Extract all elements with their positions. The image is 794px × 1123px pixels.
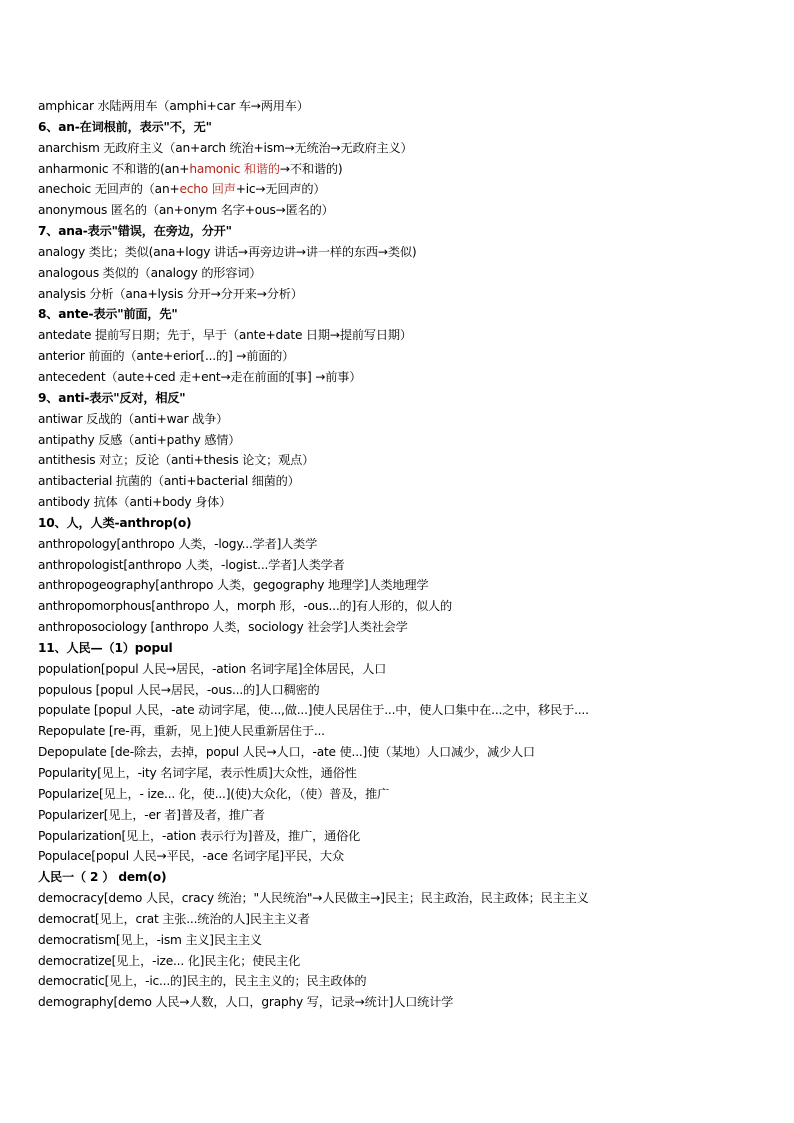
section-heading: 8、ante-表示"前面，先" xyxy=(38,307,178,322)
text-line xyxy=(38,159,778,180)
text-line: antecedent（aute+ced 走+ent→走在前面的[事] →前事） xyxy=(38,369,362,384)
text-line: anthropologist[anthropo 人类，-logist...学者]人类学者 xyxy=(38,557,345,572)
text-line: democratize[见上，-ize... 化]民主化；使民主化 xyxy=(38,953,301,968)
section-heading: 9、anti-表示"反对，相反" xyxy=(38,390,186,405)
text-line: analysis 分析（ana+lysis 分开→分开来→分析） xyxy=(38,286,303,301)
section-heading: 11、人民—（1）popul xyxy=(38,640,173,655)
text-line: Repopulate [re-再，重新，见上]使人民重新居住于... xyxy=(38,724,325,739)
text-line: antedate 提前写日期；先于，早于（ante+date 日期→提前写日期） xyxy=(38,328,412,343)
section-heading: 10、人，人类-anthrop(o) xyxy=(38,515,192,530)
text-segment: anharmonic 不和谐的(an+ xyxy=(38,161,190,176)
text-line: democracy[demo 人民，cracy 统治；"人民统治"→人民做主→]民主；民主政治，民主政体；民主主义 xyxy=(38,891,589,906)
text-line: populous [popul 人民→居民，-ous...的]人口稠密的 xyxy=(38,682,320,697)
text-segment: +ic→无回声的） xyxy=(235,182,326,197)
document-body xyxy=(38,96,778,1013)
text-line: populate [popul 人民，-ate 动词字尾，使...,做...]使人民居住于...中，使人口集中在...之中，移民于.... xyxy=(38,703,589,718)
text-line: Populace[popul 人民→平民，-ace 名词字尾]平民，大众 xyxy=(38,849,344,864)
text-line: antithesis 对立；反论（anti+thesis 论文；观点） xyxy=(38,453,315,468)
text-line: anthropomorphous[anthropo 人，morph 形，-ous...的]有人形的，似人的 xyxy=(38,599,452,614)
text-line: Popularize[见上，- ize... 化，使...](使)大众化，（使）普及，推广 xyxy=(38,786,390,801)
text-line: analogous 类似的（analogy 的形容词） xyxy=(38,265,262,280)
text-line: Popularization[见上，-ation 表示行为]普及，推广，通俗化 xyxy=(38,828,361,843)
text-line: anarchism 无政府主义（an+arch 统治+ism→无统治→无政府主义） xyxy=(38,140,413,155)
text-line: anthroposociology [anthropo 人类，sociology 社会学]人类社会学 xyxy=(38,620,408,635)
text-line: Popularity[见上，-ity 名词字尾，表示性质]大众性，通俗性 xyxy=(38,766,357,780)
text-line: Depopulate [de-除去，去掉，popul 人民→人口，-ate 使...]使（某地）人口减少，减少人口 xyxy=(38,745,535,760)
text-line: anthropogeography[anthropo 人类，gegography 地理学]人类地理学 xyxy=(38,578,429,593)
text-line: antipathy 反感（anti+pathy 感情） xyxy=(38,432,241,447)
text-line: Popularizer[见上，-er 者]普及者，推广者 xyxy=(38,807,265,822)
text-line xyxy=(38,179,778,200)
text-line: demography[demo 人民→人数，人口，graphy 写，记录→统计]人口统计学 xyxy=(38,995,454,1010)
text-line: antiwar 反战的（anti+war 战争） xyxy=(38,411,229,426)
text-line: democratism[见上，-ism 主义]民主主义 xyxy=(38,932,262,947)
section-heading: 人民一（ 2 ） dem(o) xyxy=(38,870,167,885)
text-line: antibody 抗体（anti+body 身体） xyxy=(38,495,232,510)
text-segment: →不和谐的) xyxy=(279,161,343,176)
text-line: anterior 前面的（ante+erior[...的] →前面的） xyxy=(38,349,295,364)
text-line: anthropology[anthropo 人类，-logy...学者]人类学 xyxy=(38,536,318,551)
text-line: antibacterial 抗菌的（anti+bacterial 细菌的） xyxy=(38,474,300,489)
text-line: amphicar 水陆两用车（amphi+car 车→两用车） xyxy=(38,99,309,113)
highlighted-text: echo 回声 xyxy=(179,182,236,197)
text-line: democratic[见上，-ic...的]民主的，民主主义的；民主政体的 xyxy=(38,974,367,989)
text-line: democrat[见上，crat 主张...统治的人]民主主义者 xyxy=(38,911,310,926)
section-heading: 7、ana-表示"错误，在旁边，分开" xyxy=(38,224,232,239)
text-line: analogy 类比；类似(ana+logy 讲话→再旁边讲→讲一样的东西→类似) xyxy=(38,244,417,259)
text-line: population[popul 人民→居民，-ation 名词字尾]全体居民，人口 xyxy=(38,661,387,676)
highlighted-text: hamonic 和谐的 xyxy=(189,161,280,176)
section-heading: 6、an-在词根前，表示"不，无" xyxy=(38,119,212,134)
text-segment: anechoic 无回声的（an+ xyxy=(38,182,180,197)
text-line: anonymous 匿名的（an+onym 名字+ous→匿名的） xyxy=(38,203,334,218)
